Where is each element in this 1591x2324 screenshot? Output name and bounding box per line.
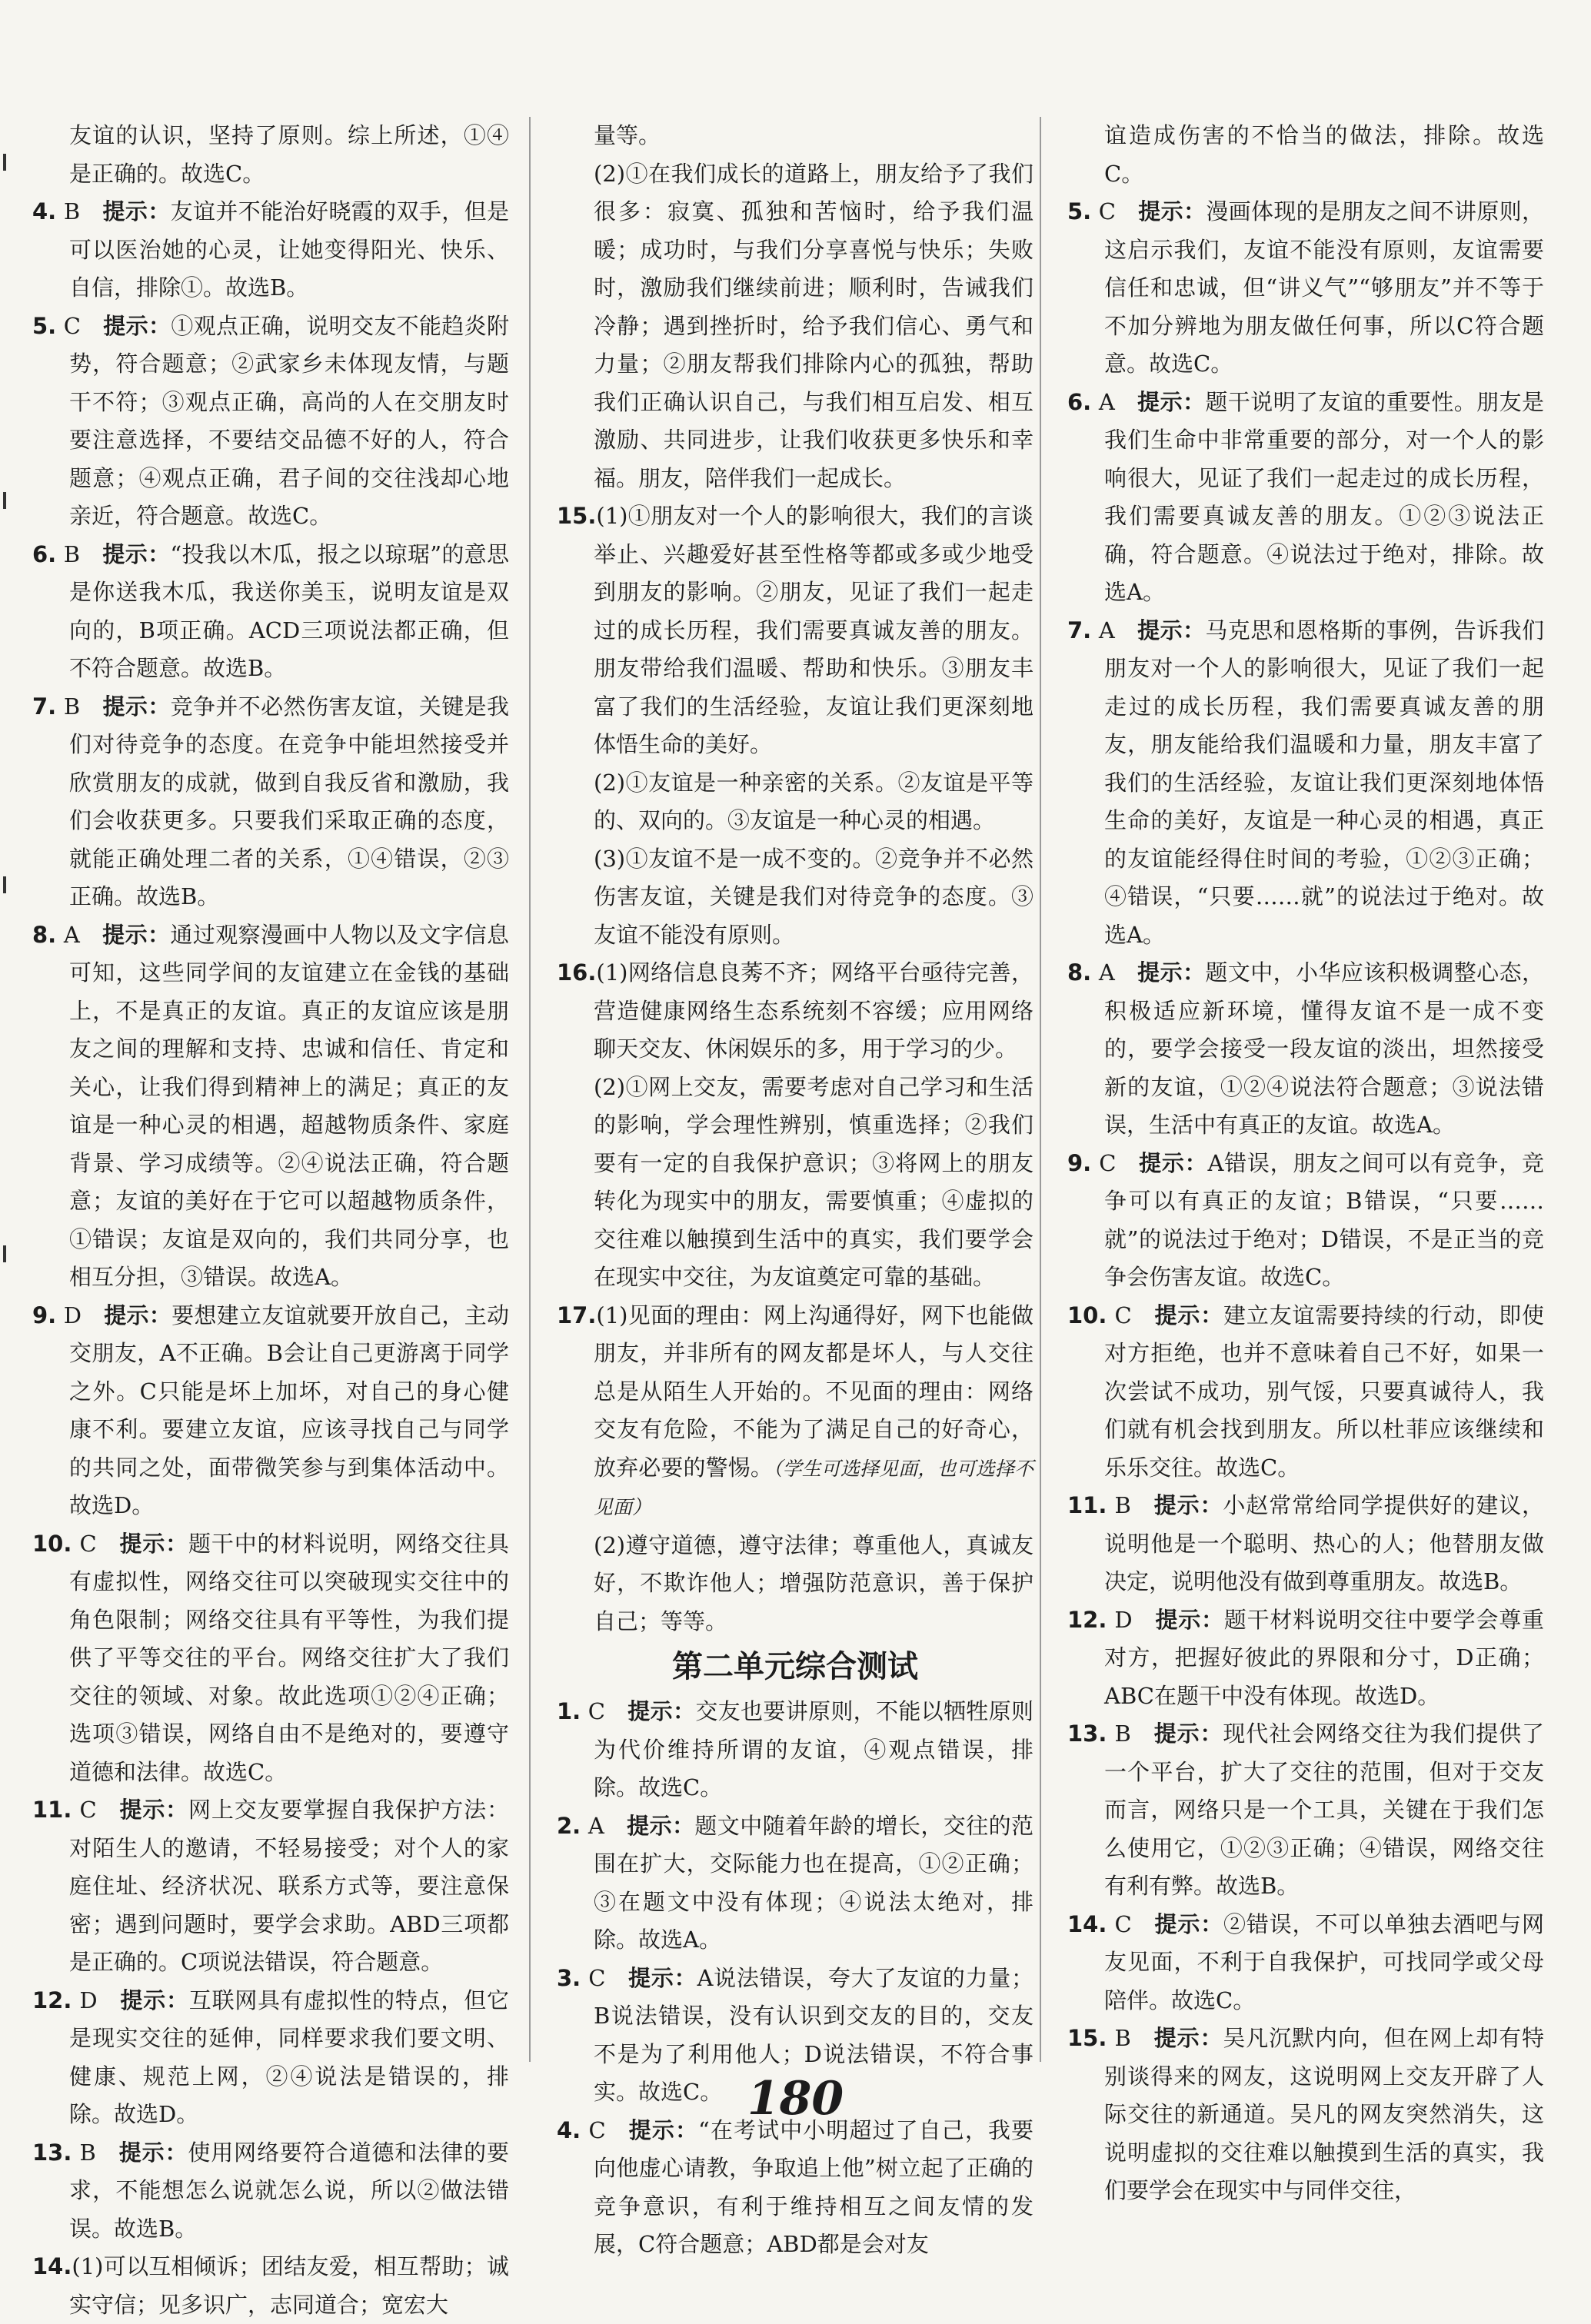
explanation-text: A说法错误，夸大了友谊的力量；B说法错误，没有认识到交友的目的，交友不是为了利用他人；D说法错误，不符合事实。故选C。	[594, 1964, 1033, 2105]
answer-item	[1067, 1145, 1544, 1297]
answer-choice: A	[1098, 617, 1115, 643]
hint-label: 提示：	[119, 1987, 189, 2013]
answer-item	[1067, 954, 1544, 1145]
answer-item	[32, 688, 509, 916]
explanation-text: 题文中随着年龄的增长，交往的范围在扩大，交际能力也在提高，①②正确；③在题文中没有体现；④说法太绝对，排除。故选A。	[594, 1812, 1033, 1953]
explanation-text: (2)遵守道德，遵守法律；尊重他人，真诚友好，不欺诈他人；增强防范意识，善于保护自己；等等。	[594, 1531, 1033, 1634]
question-number: 8.	[32, 921, 57, 948]
answer-item	[1067, 1487, 1544, 1601]
question-number: 12.	[1067, 1606, 1107, 1633]
question-number: 15.	[1067, 2025, 1107, 2051]
answer-choice: B	[63, 540, 81, 567]
section-title: 第二单元综合测试	[672, 1649, 918, 1684]
hint-label: 提示：	[1153, 1721, 1223, 1747]
answer-choice: B	[1114, 2025, 1131, 2051]
answer-item	[32, 1791, 509, 1982]
explanation-text: ①观点正确，说明交友不能趋炎附势，符合题意；②武家乡未体现友情，与题干不符；③观点正确，高尚的人在交朋友时要注意选择，不要结交品德不好的人，符合题意；④观点正确，君子间的交往浅却心地亲近，符合题意。故选C。	[69, 312, 509, 529]
question-number: 13.	[32, 2139, 72, 2166]
hint-label: 提示：	[1153, 1492, 1223, 1518]
explanation-text: (1)可以互相倾诉；团结友爱，相互帮助；诚实守信；见多识广，志同道合；宽宏大	[69, 2253, 509, 2318]
explanation-text: “投我以木瓜，报之以琼琚”的意思是你送我木瓜，我送你美玉，说明友谊是双向的，B项正确。ACD三项说法都正确，但不符合题意。故选B。	[69, 540, 510, 681]
answer-choice: B	[79, 2139, 96, 2166]
explanation-text: 建立友谊需要持续的行动，即使对方拒绝，也并不意味着自己不好，如果一次尝试不成功，别气馁，只要真诚待人，我们就有机会找到朋友。所以杜菲应该继续和乐乐交往。故选C。	[1104, 1302, 1544, 1481]
answer-text	[557, 117, 1033, 155]
explanation-text: 现代社会网络交往为我们提供了一个平台，扩大了交往的范围，但对于交友而言，网络只是一个工具，关键在于我们怎么使用它，①②③正确；④错误，网络交往有利有弊。故选B。	[1104, 1721, 1544, 1899]
explanation-text: 通过观察漫画中人物以及文字信息可知，这些同学间的友谊建立在金钱的基础上，不是真正的友谊。真正的友谊应该是朋友之间的理解和支持、忠诚和信任、肯定和关心，让我们得到精神上的满足；真正的友谊是一种心灵的相遇，超越物质条件、家庭背景、学习成绩等。②④说法正确，符合题意；友谊的美好在于它可以超越物质条件，①错误；友谊是双向的，我们共同分享，也相互分担，③错误。故选A。	[69, 921, 509, 1290]
answer-item	[32, 916, 509, 1297]
hint-label: 提示：	[1153, 2025, 1223, 2051]
hint-label: 提示：	[118, 1530, 189, 1557]
answer-choice: C	[1114, 1302, 1132, 1328]
answer-choice: C	[63, 312, 81, 339]
question-number: 9.	[32, 1302, 57, 1328]
answer-item	[557, 954, 1033, 1069]
answer-item	[1067, 193, 1544, 384]
teacher-note: （学生可选择见面，也可选择不见面）	[594, 1457, 1033, 1518]
question-number: 4.	[32, 198, 57, 224]
explanation-text: 使用网络要符合道德和法律的要求，不能想怎么说就怎么说，所以②做法错误。故选B。	[69, 2139, 509, 2242]
explanation-text: (1)见面的理由：网上沟通得好，网下也能做朋友，并非所有的网友都是坏人，与人交往总是从陌生人开始的。不见面的理由：网络交友有危险，不能为了满足自己的好奇心，放弃必要的警惕。	[594, 1302, 1033, 1481]
explanation-text: 要想建立友谊就要开放自己，主动交朋友，A不正确。B会让自己更游离于同学之外。C只能是坏上加坏，对自己的身心健康不利。要建立友谊，应该寻找自己与同学的共同之处，面带微笑参与到集体活动中。故选D。	[69, 1302, 509, 1518]
question-number: 13.	[1067, 1721, 1107, 1747]
explanation-text: 网上交友要掌握自我保护方法：对陌生人的邀请，不轻易接受；对个人的家庭住址、经济状况、联系方式等，要注意保密；遇到问题时，要学会求助。ABD三项都是正确的。C项说法错误，符合题意。	[69, 1797, 509, 1975]
answer-choice: C	[79, 1530, 97, 1557]
explanation-text: 题干说明了友谊的重要性。朋友是我们生命中非常重要的部分，对一个人的影响很大，见证了我们一起走过的成长历程，我们需要真诚友善的朋友。①②③说法正确，符合题意。④说法过于绝对，排除。故选A。	[1104, 388, 1544, 605]
hint-label: 提示：	[626, 1812, 695, 1839]
hint-label: 提示：	[627, 2116, 699, 2143]
answer-choice: C	[1098, 198, 1116, 224]
question-number: 7.	[32, 693, 57, 720]
question-number: 11.	[1067, 1492, 1107, 1518]
hint-label: 提示：	[103, 1302, 172, 1328]
explanation-text: 马克思和恩格斯的事例，告诉我们朋友对一个人的影响很大，见证了我们一起走过的成长历程，我们需要真诚友善的朋友，朋友能给我们温暖和力量，朋友丰富了我们的生活经验，友谊让我们更深刻地体悟生命的美好，友谊是一种心灵的相遇，真正的友谊能经得住时间的考验，①②③正确；④错误，“只要……就”的说法过于绝对。故选A。	[1104, 617, 1544, 948]
hint-label: 提示：	[102, 540, 171, 567]
answer-choice: C	[79, 1797, 97, 1823]
explanation-text: 友谊的认识，坚持了原则。综上所述，①④是正确的。故选C。	[69, 122, 509, 187]
answer-choice: D	[79, 1987, 98, 2013]
answer-choice: C	[588, 2116, 606, 2143]
column-divider	[1040, 117, 1041, 2062]
explanation-text: A错误，朋友之间可以有竞争，竞争可以有真正的友谊；B错误，“只要……就”的说法过于绝对；D错误，不是正当的竞争会伤害友谊。故选C。	[1104, 1149, 1544, 1290]
question-number: 14.	[1067, 1910, 1107, 1937]
explanation-text: ②错误，不可以单独去酒吧与网友见面，不利于自我保护，可找同学或父母陪伴。故选C。	[1104, 1910, 1544, 2013]
question-number: 3.	[557, 1964, 581, 1991]
column-1	[32, 117, 510, 2318]
answer-choice: A	[587, 1812, 604, 1839]
answer-choice: B	[63, 693, 81, 720]
answer-choice: D	[63, 1302, 82, 1328]
explanation-text: 谊造成伤害的不恰当的做法，排除。故选C。	[1104, 122, 1544, 187]
question-number: 16.	[557, 959, 597, 986]
answer-text	[557, 1527, 1033, 1641]
answer-item	[1067, 1601, 1544, 1716]
explanation-text: (2)①友谊是一种亲密的关系。②友谊是平等的、双向的。③友谊是一种心灵的相遇。	[594, 769, 1033, 833]
question-number: 5.	[32, 312, 57, 339]
answer-item	[32, 193, 509, 308]
answer-choice: C	[588, 1964, 606, 1991]
answer-text	[32, 117, 509, 193]
hint-label: 提示：	[1137, 617, 1206, 643]
explanation-text: 题干材料说明交往中要学会尊重对方，把握好彼此的界限和分寸，D正确；ABC在题干中没有体现。故选D。	[1104, 1606, 1544, 1709]
answer-text	[557, 1069, 1033, 1297]
answer-text	[1067, 117, 1544, 193]
answer-item	[557, 1297, 1033, 1527]
answer-item	[32, 1297, 509, 1525]
answer-item	[1067, 612, 1544, 955]
answer-choice: B	[63, 198, 81, 224]
question-number: 11.	[32, 1797, 72, 1823]
hint-label: 提示：	[102, 312, 171, 339]
question-number: 9.	[1067, 1149, 1092, 1176]
answer-choice: C	[1114, 1910, 1132, 1937]
answer-item	[32, 2134, 509, 2249]
explanation-text: (2)①在我们成长的道路上，朋友给予了我们很多：寂寞、孤独和苦恼时，给予我们温暖；成功时，与我们分享喜悦与快乐；失败时，激励我们继续前进；顺利时，告诫我们冷静；遇到挫折时，给予我们信心、勇气和力量；②朋友帮我们排除内心的孤独，帮助我们正确认识自己，与我们相互启发、相互激励、共同进步，让我们收获更多快乐和幸福。朋友，陪伴我们一起成长。	[594, 160, 1033, 491]
explanation-text: 吴凡沉默内向，但在网上却有特别谈得来的网友，这说明网上交友开辟了人际交往的新通道。吴凡的网友突然消失，这说明虚拟的交往难以触摸到生活的真实，我们要学会在现实中与同伴交往，	[1104, 2025, 1544, 2203]
hint-label: 提示：	[118, 1797, 189, 1823]
hint-label: 提示：	[1153, 1910, 1224, 1937]
page-number: 180	[747, 2072, 844, 2126]
hint-label: 提示：	[1154, 1606, 1224, 1633]
column-3	[1067, 117, 1544, 2203]
answer-choice: A	[1098, 959, 1115, 986]
binding-edge-marks	[0, 0, 15, 2250]
hint-label: 提示：	[102, 198, 171, 224]
question-number: 6.	[1067, 388, 1092, 415]
hint-label: 提示：	[102, 921, 171, 948]
answer-choice: B	[1114, 1492, 1131, 1518]
explanation-text: 题干中的材料说明，网络交往具有虚拟性，网络交往可以突破现实交往中的角色限制；网络交往具有平等性，为我们提供了平等交往的平台。网络交往扩大了我们交往的领域、对象。故此选项①②④正确；选项③错误，网络自由不是绝对的，要遵守道德和法律。故选C。	[69, 1530, 509, 1785]
question-number: 4.	[557, 2116, 581, 2143]
hint-label: 提示：	[1137, 959, 1206, 986]
question-number: 14.	[32, 2253, 72, 2279]
answer-choice: C	[587, 1698, 605, 1724]
answer-text	[557, 764, 1033, 840]
answer-choice: B	[1114, 1721, 1131, 1747]
answer-item	[1067, 1906, 1544, 2020]
explanation-text: 竞争并不必然伤害友谊，关键是我们对待竞争的态度。在竞争中能坦然接受并欣赏朋友的成就，做到自我反省和激励，我们会收获更多。只要我们采取正确的态度，就能正确处理二者的关系，①④错误，②③正确。故选B。	[69, 693, 509, 909]
question-number: 1.	[557, 1698, 581, 1724]
answer-choice: A	[1098, 388, 1115, 415]
explanation-text: “在考试中小明超过了自己，我要向他虚心请教，争取追上他”树立起了正确的竞争意识，有利于维持相互之间友情的发展，C符合题意；ABD都是会对友	[594, 2116, 1034, 2257]
answer-item	[557, 2112, 1033, 2264]
question-number: 17.	[557, 1302, 597, 1328]
question-number: 2.	[557, 1812, 581, 1839]
question-number: 6.	[32, 540, 57, 567]
hint-label: 提示：	[627, 1698, 696, 1724]
hint-label: 提示：	[1137, 388, 1206, 415]
answer-item	[1067, 1297, 1544, 1488]
answer-text	[557, 155, 1033, 498]
answer-item	[32, 308, 509, 536]
explanation-text: 量等。	[594, 122, 661, 148]
explanation-text: (1)①朋友对一个人的影响很大，我们的言谈举止、兴趣爱好甚至性格等都或多或少地受到朋友的影响。②朋友，见证了我们一起走过的成长历程，我们需要真诚友善的朋友。朋友带给我们温暖、帮助和快乐。③朋友丰富了我们的生活经验，友谊让我们更深刻地体悟生命的美好。	[594, 503, 1033, 757]
explanation-text: 题文中，小华应该积极调整心态，积极适应新环境，懂得友谊不是一成不变的，要学会接受一段友谊的淡出，坦然接受新的友谊，①②④说法符合题意；③说法错误，生活中有真正的友谊。故选A。	[1104, 959, 1544, 1138]
answer-choice: A	[63, 921, 80, 948]
answer-item	[557, 1693, 1033, 1807]
hint-label: 提示：	[102, 693, 171, 720]
question-number: 10.	[32, 1530, 72, 1557]
explanation-text: (2)①网上交友，需要考虑对自己学习和生活的影响，学会理性辨别，慎重选择；②我们要有一定的自我保护意识；③将网上的朋友转化为现实中的朋友，需要慎重；④虚拟的交往难以触摸到生活中的真实，我们要学会在现实中交往，为友谊奠定可靠的基础。	[594, 1073, 1033, 1290]
explanation-text: 友谊并不能治好晓霞的双手，但是可以医治她的心灵，让她变得阳光、快乐、自信，排除①。故选B。	[69, 198, 509, 301]
hint-label: 提示：	[1153, 1302, 1224, 1328]
explanation-text: (3)①友谊不是一成不变的。②竞争并不必然伤害友谊，关键是我们对待竞争的态度。③友谊不能没有原则。	[594, 845, 1033, 948]
hint-label: 提示：	[627, 1964, 697, 1991]
answer-item	[1067, 384, 1544, 612]
hint-label: 提示：	[118, 2139, 188, 2166]
answer-choice: D	[1114, 1606, 1133, 1633]
answer-item	[32, 1525, 509, 1792]
answer-choice: C	[1099, 1149, 1117, 1176]
answer-text	[557, 840, 1033, 955]
question-number: 8.	[1067, 959, 1092, 986]
explanation-text: 交友也要讲原则，不能以牺牲原则为代价维持所谓的友谊，④观点错误，排除。故选C。	[594, 1698, 1033, 1800]
answer-item	[32, 536, 509, 688]
explanation-text: (1)网络信息良莠不齐；网络平台亟待完善，营造健康网络生态系统刻不容缓；应用网络聊天交友、休闲娱乐的多，用于学习的少。	[594, 959, 1033, 1062]
answer-item	[557, 1807, 1033, 1960]
hint-label: 提示：	[1137, 198, 1207, 224]
column-divider	[529, 117, 531, 2062]
explanation-text: 互联网具有虚拟性的特点，但它是现实交往的延伸，同样要求我们要文明、健康、规范上网，②④说法是错误的，排除。故选D。	[69, 1987, 509, 2127]
hint-label: 提示：	[1138, 1149, 1208, 1176]
question-number: 12.	[32, 1987, 72, 2013]
question-number: 15.	[557, 503, 597, 529]
question-number: 5.	[1067, 198, 1092, 224]
explanation-text: 漫画体现的是朋友之间不讲原则，这启示我们，友谊不能没有原则，友谊需要信任和忠诚，但“讲义气”“够朋友”并不等于不加分辨地为朋友做任何事，所以C符合题意。故选C。	[1104, 198, 1544, 377]
answer-item	[32, 2248, 509, 2324]
question-number: 10.	[1067, 1302, 1107, 1328]
question-number: 7.	[1067, 617, 1092, 643]
answer-item	[557, 497, 1033, 764]
explanation-text: 小赵常常给同学提供好的建议，说明他是一个聪明、热心的人；他替朋友做决定，说明他没有做到尊重朋友。故选B。	[1104, 1492, 1544, 1594]
answer-item	[1067, 1715, 1544, 1906]
